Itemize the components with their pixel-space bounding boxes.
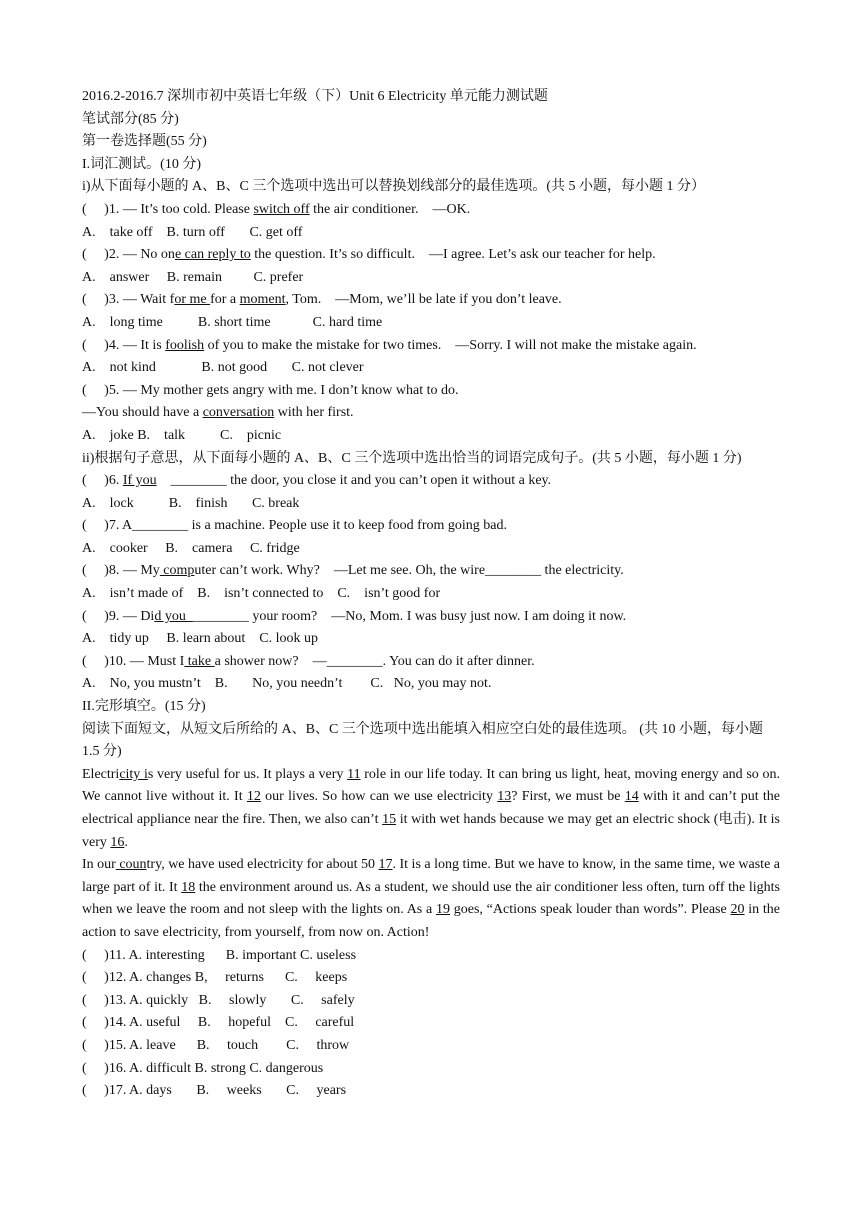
blank-12: 12 [246, 789, 261, 805]
blank-15: 15 [382, 812, 397, 827]
question-1: ( )1. — It’s too cold. Please switch off the air conditioner. —OK. [82, 201, 471, 217]
blank-13: 13 [497, 789, 512, 805]
section2-instruction: 阅读下面短文，从短文后所给的 A、B、C 三个选项中选出能填入相应空白处的最佳选项。 (共 10 小题，每小题 1.5 分) [82, 721, 763, 760]
options-3: A. long time B. short time C. hard time [82, 314, 383, 330]
question-5-reply: —You should have a conversation with her first. [82, 405, 354, 421]
question-8: ( )8. — My computer can’t work. Why? —Let me see. Oh, the wire________ the electricity. [82, 563, 624, 579]
blank-14: 14 [624, 789, 639, 805]
volume-one-label: 第一卷选择题(55 分) [82, 134, 207, 150]
question-7: ( )7. A________ is a machine. People use it to keep food from going bad. [82, 518, 507, 534]
cloze-item: ( )14. A. useful B. hopeful C. careful [82, 1015, 355, 1031]
options-6: A. lock B. finish C. break [82, 495, 300, 511]
options-5: A. joke B. talk C. picnic [82, 427, 282, 443]
exam-title: 2016.2-2016.7 深圳市初中英语七年级（下）Unit 6 Electricity 单元能力测试题 [82, 89, 548, 104]
part2-instruction: ii)根据句子意思，从下面每小题的 A、B、C 三个选项中选出恰当的词语完成句子。(共 5 小题，每小题 1 分) [82, 450, 742, 466]
options-8: A. isn’t made of B. isn’t connected to C. isn’t good for [82, 586, 441, 602]
exam-page [82, 86, 780, 1103]
question-4: ( )4. — It is foolish of you to make the mistake for two times. —Sorry. I will not make the mistake again. [82, 337, 697, 353]
cloze-item: ( )17. A. days B. weeks C. years [82, 1083, 347, 1099]
written-part-label: 笔试部分(85 分) [82, 111, 179, 127]
options-1: A. take off B. turn off C. get off [82, 224, 303, 240]
options-2: A. answer B. remain C. prefer [82, 269, 304, 285]
section2-title: II.完形填空。(15 分) [82, 699, 206, 715]
cloze-item: ( )13. A. quickly B. slowly C. safely [82, 992, 355, 1008]
cloze-item: ( )16. A. difficult B. strong C. dangerous [82, 1060, 324, 1076]
cloze-item: ( )11. A. interesting B. important C. useless [82, 947, 357, 963]
blank-20: 20 [730, 902, 745, 918]
question-9: ( )9. — Did you ________ your room? —No, Mom. I was busy just now. I am doing it now. [82, 608, 627, 624]
question-10: ( )10. — Must I take a shower now? —________. You can do it after dinner. [82, 653, 535, 669]
question-5: ( )5. — My mother gets angry with me. I don’t know what to do. [82, 382, 459, 398]
part1-instruction: i)从下面每小题的 A、B、C 三个选项中选出可以替换划线部分的最佳选项。(共 5 小题，每小题 1 分） [82, 179, 705, 195]
options-10: A. No, you mustn’t B. No, you needn’t C. No, you may not. [82, 676, 492, 692]
cloze-item: ( )12. A. changes B, returns C. keeps [82, 970, 348, 986]
blank-18: 18 [181, 879, 196, 895]
blank-19: 19 [436, 902, 450, 918]
cloze-paragraph-1: Electricity is very useful for us. It plays a very 11 role in our life today. It can bring us light, heat, moving energy and so on. We cannot live without it. It 12 our lives. So how can we use electricity 13? First, we must be 14 with it and can’t put the electrical appliance near the fire. Then, we also can’t 15 it with wet hands because we may get an electric shock (电击). It is very 16. [82, 766, 780, 850]
cloze-item: ( )15. A. leave B. touch C. throw [82, 1037, 350, 1053]
section1-title: I.词汇测试。(10 分) [82, 156, 201, 172]
blank-17: 17 [378, 857, 393, 873]
blank-11: 11 [347, 766, 361, 782]
question-6: ( )6. If you ________ the door, you close it and you can’t open it without a key. [82, 473, 552, 489]
cloze-paragraph-2: In our country, we have used electricity for about 50 17. It is a long time. But we have to know, in the same time, we waste a large part of it. It 18 the environment around us. As a student, we should use the air conditioner less often, turn off the lights when we leave the room and not sleep with the lights on. As a 19 goes, “Actions speak louder than words”. Please 20 in the action to save electricity, from yourself, from now on. Action! [82, 857, 781, 940]
question-3: ( )3. — Wait for me for a moment, Tom. —Mom, we’ll be late if you don’t leave. [82, 292, 562, 308]
blank-16: 16 [110, 834, 125, 850]
options-9: A. tidy up B. learn about C. look up [82, 631, 319, 647]
options-7: A. cooker B. camera C. fridge [82, 540, 300, 556]
question-2: ( )2. — No one can reply to the question. It’s so difficult. —I agree. Let’s ask our teacher for help. [82, 247, 656, 263]
options-4: A. not kind B. not good C. not clever [82, 360, 364, 376]
